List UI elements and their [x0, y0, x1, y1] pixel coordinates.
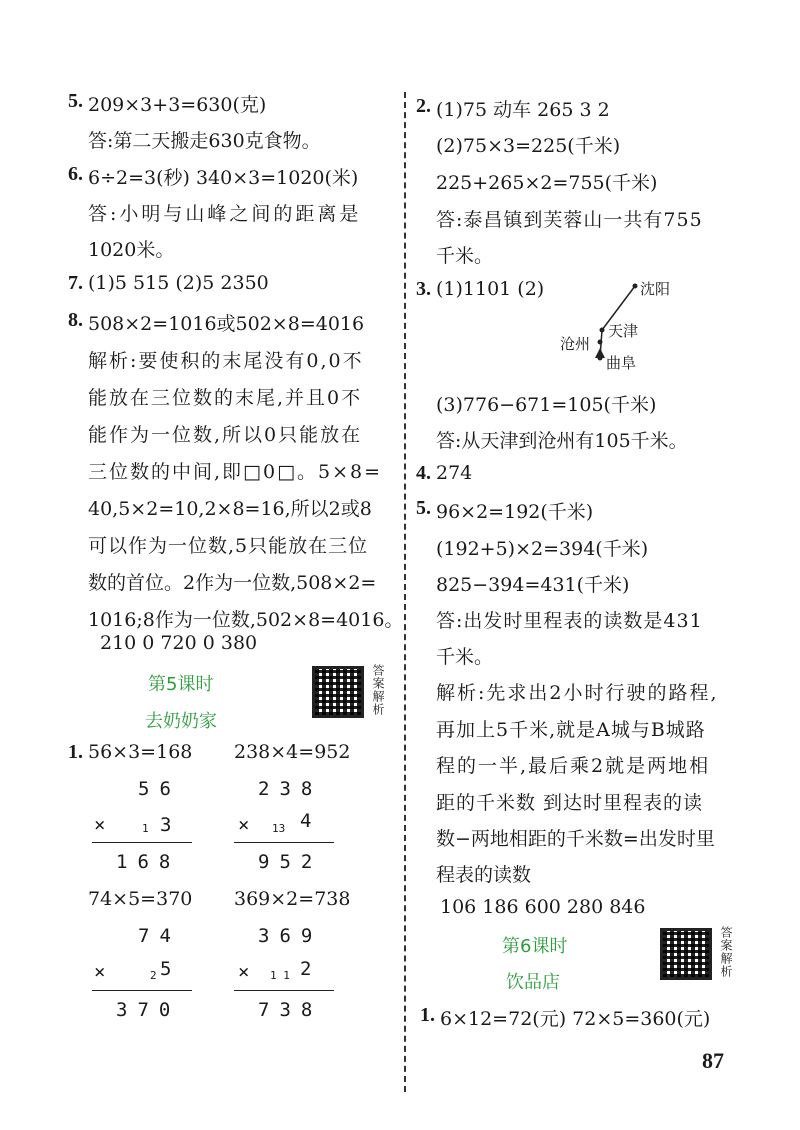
c1-eq-b: 238×4=952: [234, 741, 351, 763]
lesson6-title: 第6课时: [502, 936, 568, 957]
right-q5-explanation-3: 程的一半,最后乘2就是两地相: [436, 755, 711, 777]
left-q6-equation: 6÷2=3(秒) 340×3=1020(米): [88, 167, 359, 189]
c2-a-line: [92, 990, 192, 991]
right-q5-explanation-5: 数−两地相距的千米数=出发时里: [436, 828, 715, 850]
right-q5-number: 5.: [416, 497, 431, 519]
c2-b-times: ×: [238, 961, 260, 983]
right-q2-line4: 答:泰昌镇到芙蓉山一共有755: [436, 209, 703, 231]
column-divider: [404, 92, 406, 1092]
right-q5-line1: 96×2=192(千米): [436, 501, 594, 523]
right-q2-number: 2.: [416, 95, 431, 117]
right-q1-text: 6×12=72(元) 72×5=360(元): [440, 1008, 711, 1030]
right-q2-line3: 225+265×2=755(千米): [436, 172, 658, 194]
c1-a-line: [92, 842, 192, 843]
c2-b-multiplicand: 369: [258, 925, 323, 947]
right-q4-text: 274: [436, 462, 473, 484]
left-q8-explanation-6: 可以作为一位数,5只能放在三位: [88, 535, 369, 557]
left-q5-equation: 209×3+3=630(克): [88, 94, 267, 116]
c1-a-multiplier: 3: [160, 814, 182, 836]
c1-b-line: [234, 842, 334, 843]
lesson6-qr-label: 答案解析: [719, 926, 733, 978]
c2-eq-b: 369×2=738: [234, 888, 351, 910]
page-number: 87: [702, 1048, 724, 1073]
left-q7-text: (1)5 515 (2)5 2350: [88, 272, 269, 294]
c2-eq-a: 74×5=370: [88, 888, 193, 910]
map-label-cangzhou: 沧州: [560, 335, 591, 353]
map-label-shenyang: 沈阳: [640, 280, 671, 298]
left-q8-explanation-5: 40,5×2=10,2×8=16,所以2或8: [88, 498, 372, 520]
c2-a-times: ×: [94, 961, 116, 983]
right-q5-line2: (192+5)×2=394(千米): [436, 538, 649, 560]
c1-b-multiplier: 4: [300, 810, 322, 832]
c1-b-result: 952: [258, 851, 323, 873]
c2-b-carry: 1 1: [270, 969, 290, 982]
right-q3-line3: 答:从天津到沧州有105千米。: [436, 430, 688, 452]
left-q8-equation: 508×2=1016或502×8=4016: [88, 313, 365, 335]
left-q8-explanation-1: 解析:要使积的末尾没有0,0不: [88, 350, 364, 372]
map-label-qufu: 曲阜: [606, 354, 637, 372]
right-q5-explanation-1: 解析:先求出2小时行驶的路程,: [436, 682, 719, 704]
left-value-row: 210 0 720 0 380: [100, 632, 258, 654]
right-q5-explanation-6: 程表的读数: [436, 864, 532, 886]
right-q5-line4: 答:出发时里程表的读数是431: [436, 610, 703, 632]
lesson5-title: 第5课时: [148, 674, 214, 695]
left-c1-number: 1.: [68, 741, 83, 763]
c1-b-carry: 13: [272, 822, 286, 835]
left-q8-explanation-3: 能作为一位数,所以0只能放在: [88, 424, 363, 446]
right-q5-line3: 825−394=431(千米): [436, 574, 630, 596]
c2-a-multiplicand: 74: [138, 925, 181, 947]
left-q5-answer: 答:第二天搬走630克食物。: [88, 130, 321, 152]
c2-b-result: 738: [258, 999, 323, 1021]
left-q8-explanation-7: 数的首位。2作为一位数,508×2=: [88, 572, 377, 594]
right-q1-number: 1.: [420, 1004, 435, 1026]
c1-eq-a: 56×3=168: [88, 741, 193, 763]
right-q2-line2: (2)75×3=225(千米): [436, 135, 621, 157]
right-q5-line5: 千米。: [436, 646, 494, 668]
c2-a-multiplier: 5: [160, 958, 182, 980]
lesson6-qr-code[interactable]: [660, 928, 712, 980]
right-value-row: 106 186 600 280 846: [440, 896, 646, 918]
left-q8-explanation-8: 1016;8作为一位数,502×8=4016。: [88, 609, 404, 631]
left-q6-number: 6.: [68, 163, 83, 185]
right-q3-line2: (3)776−671=105(千米): [436, 394, 657, 416]
c2-b-multiplier: 2: [300, 958, 322, 980]
c2-a-carry: 2: [150, 969, 157, 982]
c1-a-result: 168: [116, 851, 181, 873]
c1-a-multiplicand: 56: [138, 778, 181, 800]
lesson5-qr-label: 答案解析: [371, 664, 385, 716]
left-q8-explanation-2: 能放在三位数的末尾,并且0不: [88, 387, 363, 409]
right-q4-number: 4.: [416, 462, 431, 484]
c2-b-line: [234, 990, 334, 991]
c1-b-times: ×: [238, 814, 260, 836]
left-q6-answer-line1: 答:小明与山峰之间的距离是: [88, 203, 362, 225]
lesson6-name: 饮品店: [506, 972, 560, 993]
right-q5-explanation-2: 再加上5千米,就是A城与B城路: [436, 719, 706, 741]
c2-a-result: 370: [116, 999, 181, 1021]
right-q2-line1: (1)75 动车 265 3 2: [436, 99, 610, 121]
left-q5-number: 5.: [68, 90, 83, 112]
lesson5-qr-code[interactable]: [312, 666, 364, 718]
lesson5-name: 去奶奶家: [145, 711, 217, 732]
c1-a-times: ×: [94, 814, 116, 836]
left-q8-explanation-4: 三位数的中间,即□0□。5×8=: [88, 461, 383, 483]
c1-b-multiplicand: 238: [258, 778, 323, 800]
map-label-tianjin: 天津: [608, 322, 639, 340]
right-q2-line5: 千米。: [436, 245, 494, 267]
right-q3-number: 3.: [416, 278, 431, 300]
left-q7-number: 7.: [68, 272, 83, 294]
left-q8-number: 8.: [68, 309, 83, 331]
right-q5-explanation-4: 距的千米数 到达时里程表的读: [436, 792, 704, 814]
right-q3-line1: (1)1101 (2): [436, 278, 545, 300]
c1-a-carry: 1: [142, 822, 149, 835]
left-q6-answer-line2: 1020米。: [88, 239, 175, 261]
